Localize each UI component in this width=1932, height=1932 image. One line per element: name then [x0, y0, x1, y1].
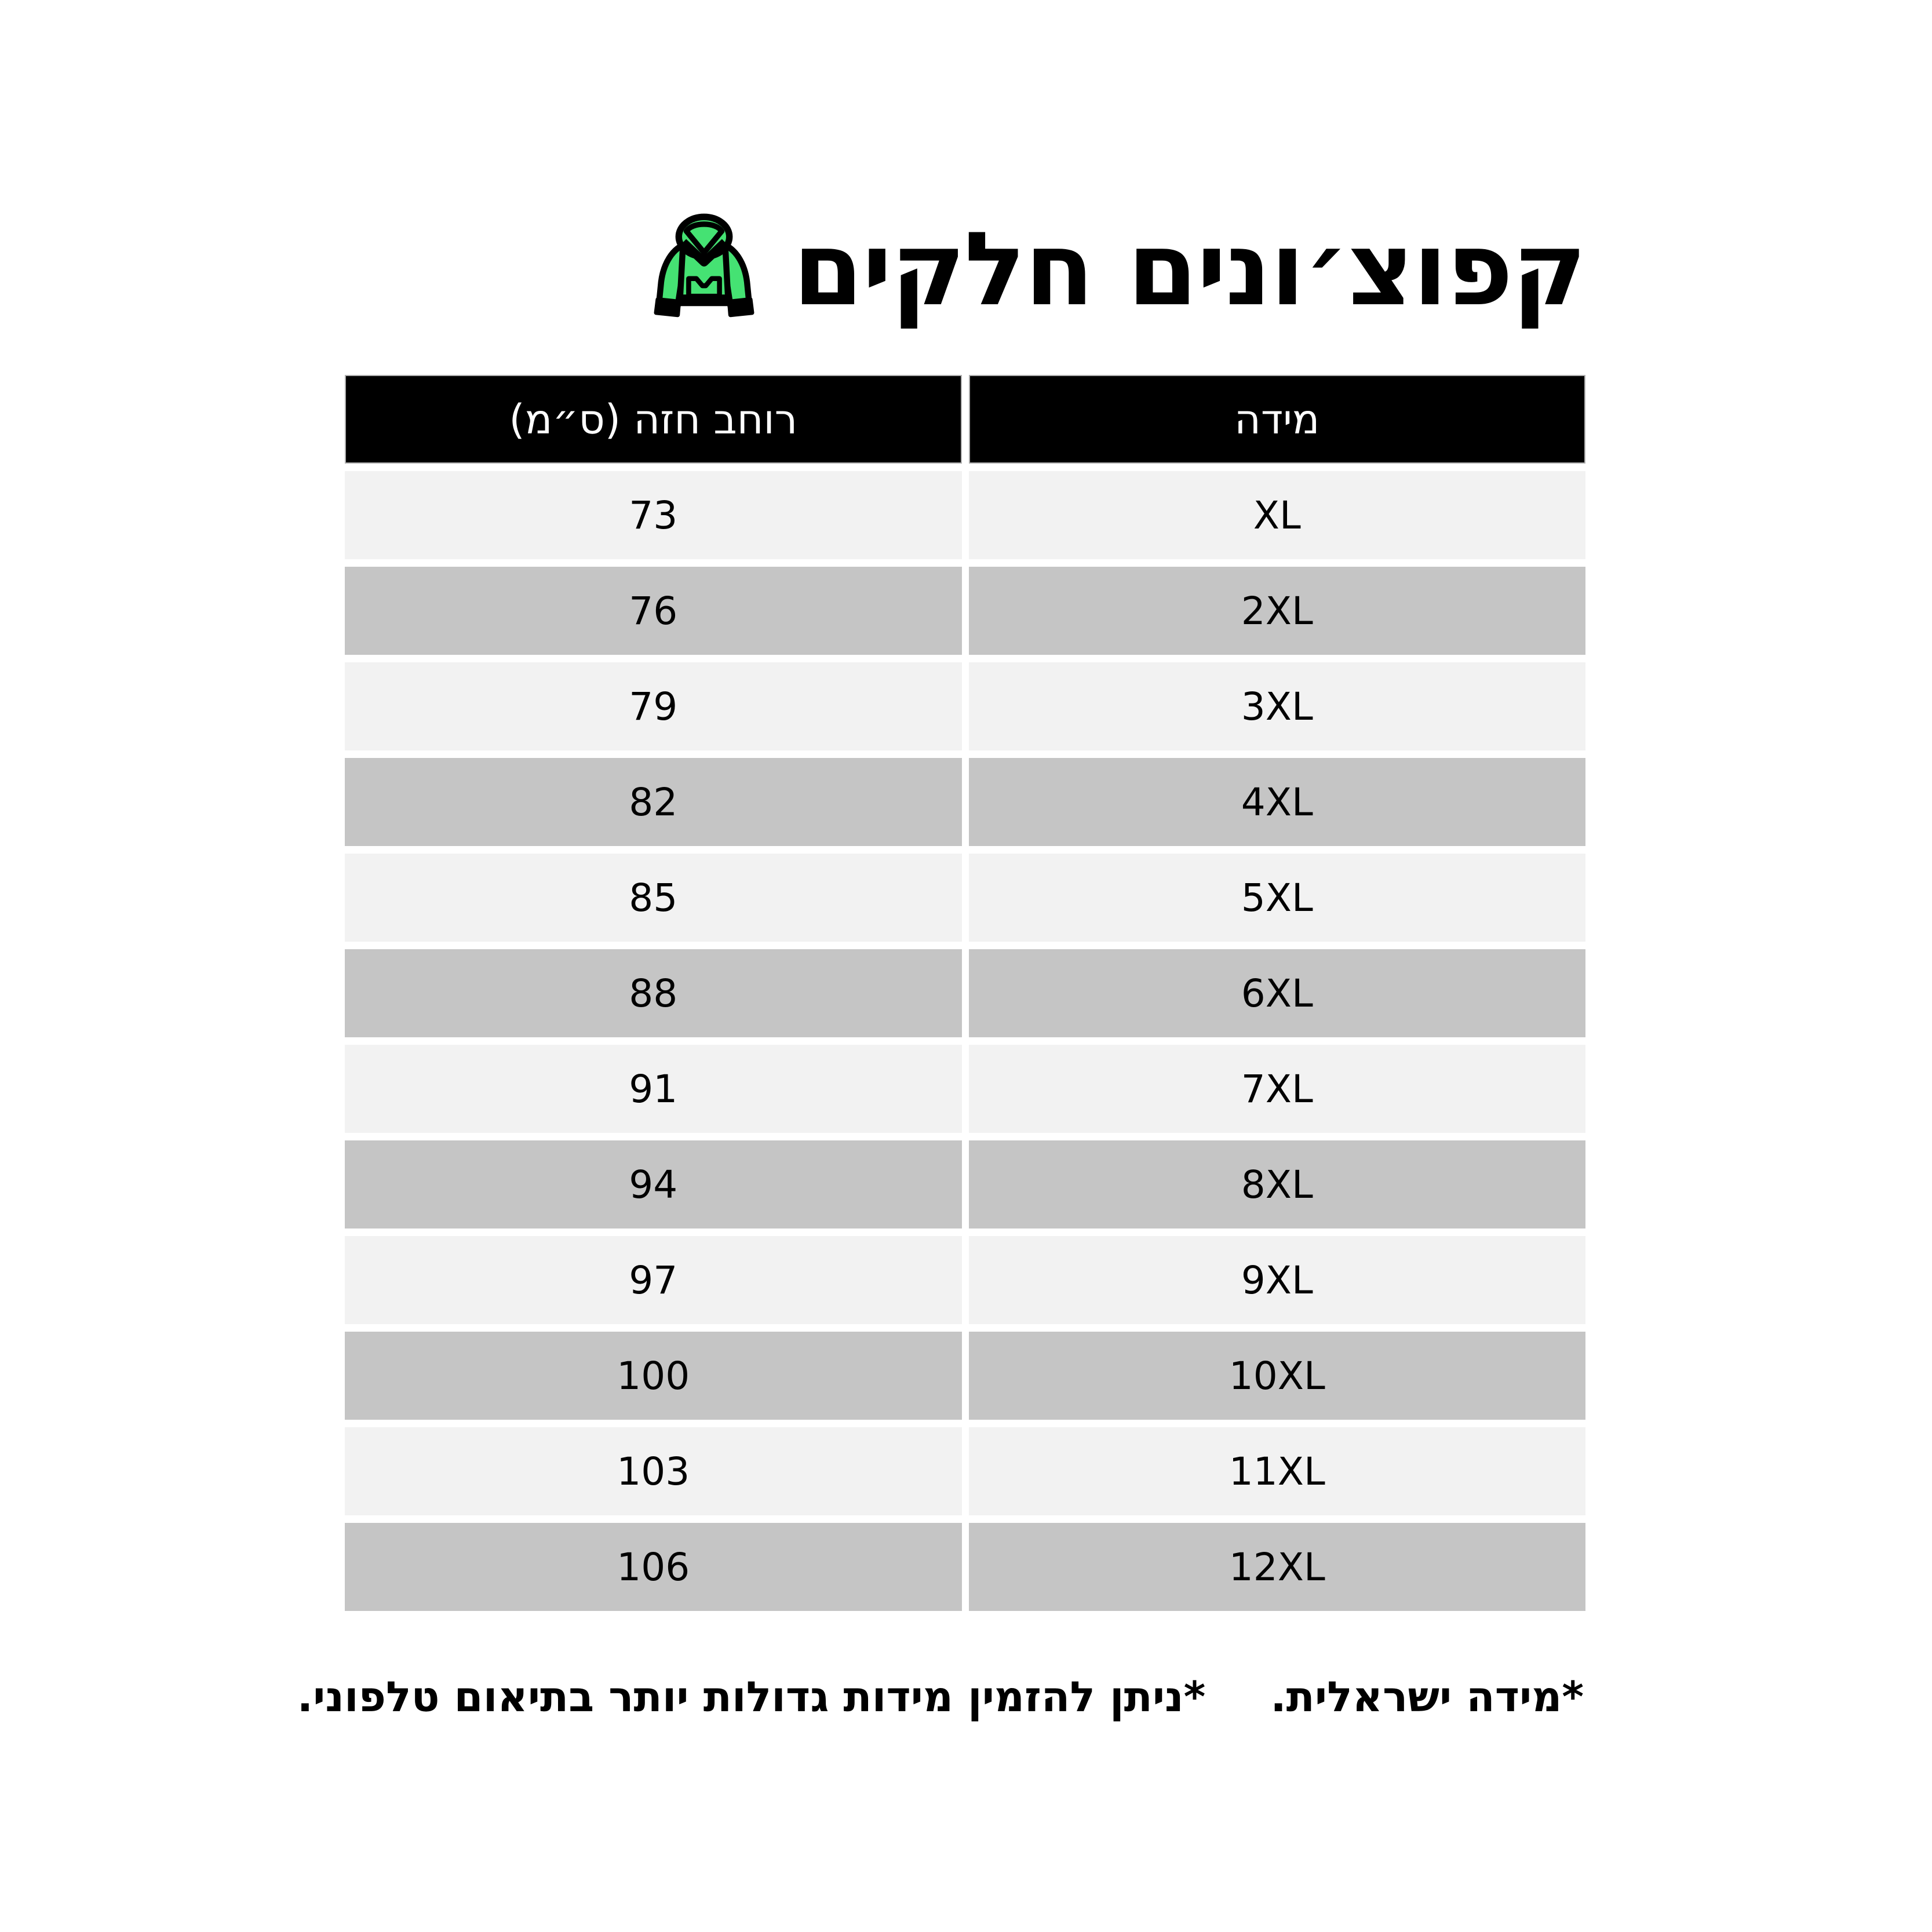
chest-width-value: 106 — [345, 1523, 962, 1611]
table-row — [345, 949, 1585, 1037]
size-value: 8XL — [969, 1140, 1586, 1229]
chest-width-value: 76 — [345, 567, 962, 655]
chest-width-value: 94 — [345, 1140, 962, 1229]
page-title: קפוצ׳ונים חלקים — [793, 211, 1585, 329]
table-row — [345, 1332, 1585, 1420]
table-header-row — [345, 375, 1585, 464]
table-row — [345, 854, 1585, 942]
chest-width-value: 85 — [345, 854, 962, 942]
chest-width-value: 100 — [345, 1332, 962, 1420]
size-value: 10XL — [969, 1332, 1586, 1420]
table-row — [345, 758, 1585, 846]
header-chest-width: רוחב חזה (ס״מ) — [345, 375, 962, 464]
footer-note-larger-sizes: *ניתן להזמין מידות גדולות יותר בתיאום טלפוני. — [297, 1672, 1206, 1721]
chest-width-value: 88 — [345, 949, 962, 1037]
table-row — [345, 1427, 1585, 1515]
chest-width-value: 91 — [345, 1045, 962, 1133]
size-table — [345, 375, 1585, 1618]
chest-width-value: 79 — [345, 662, 962, 750]
table-row — [345, 1140, 1585, 1229]
page-title-row — [649, 202, 1585, 338]
table-row — [345, 567, 1585, 655]
size-value: 12XL — [969, 1523, 1586, 1611]
table-row — [345, 1523, 1585, 1611]
size-value: XL — [969, 471, 1586, 559]
chest-width-value: 97 — [345, 1236, 962, 1324]
table-row — [345, 471, 1585, 559]
size-value: 4XL — [969, 758, 1586, 846]
chest-width-value: 82 — [345, 758, 962, 846]
size-value: 9XL — [969, 1236, 1586, 1324]
size-value: 2XL — [969, 567, 1586, 655]
size-value: 6XL — [969, 949, 1586, 1037]
table-row — [345, 662, 1585, 750]
footer-notes — [297, 1672, 1584, 1721]
chest-width-value: 73 — [345, 471, 962, 559]
footer-note-israeli-size: *מידה ישראלית. — [1270, 1672, 1584, 1721]
header-size: מידה — [969, 375, 1586, 464]
chest-width-value: 103 — [345, 1427, 962, 1515]
table-body — [345, 471, 1585, 1611]
hoodie-icon — [649, 213, 759, 327]
size-value: 3XL — [969, 662, 1586, 750]
size-value: 7XL — [969, 1045, 1586, 1133]
table-row — [345, 1045, 1585, 1133]
table-row — [345, 1236, 1585, 1324]
size-value: 11XL — [969, 1427, 1586, 1515]
size-value: 5XL — [969, 854, 1586, 942]
